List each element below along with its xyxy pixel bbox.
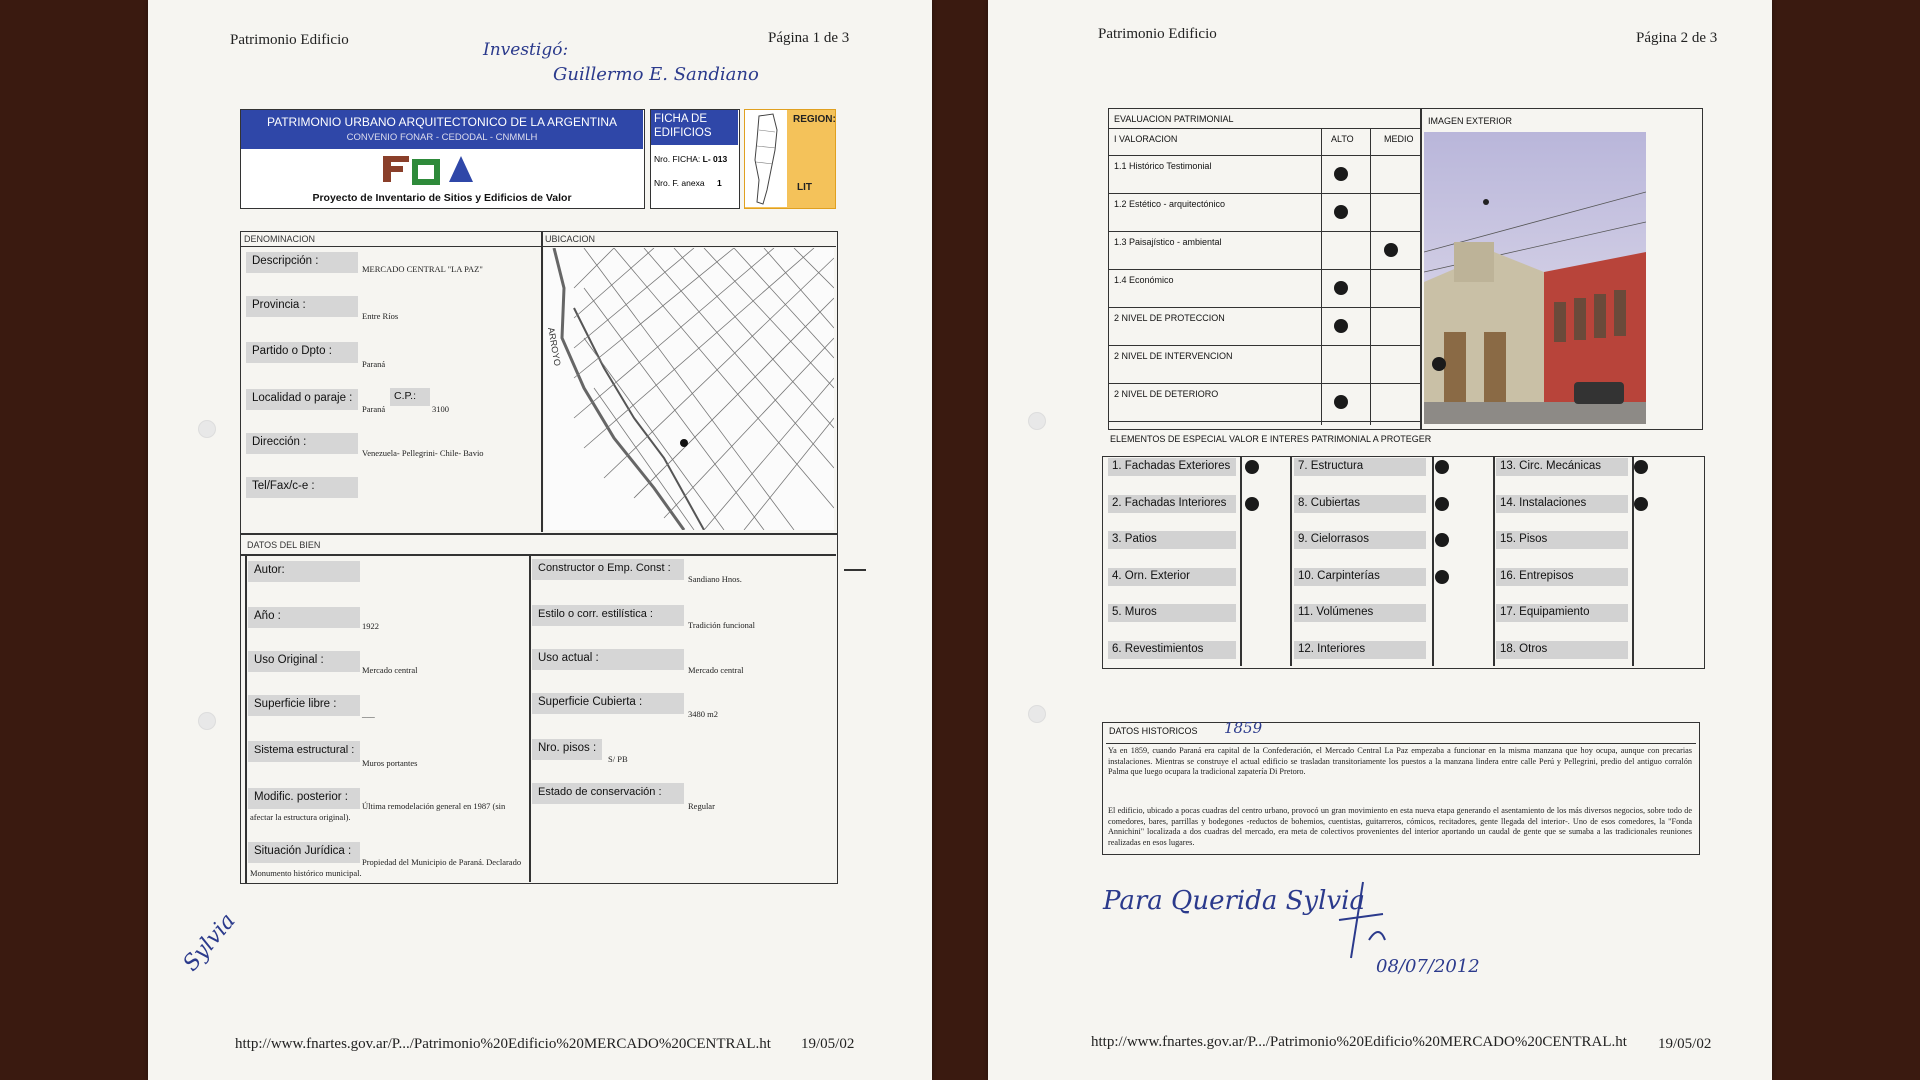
element-label: 14. Instalaciones (1496, 495, 1628, 513)
banner-header (241, 110, 643, 149)
region-label: REGION: (793, 114, 836, 125)
ubicacion-caption: UBICACION (545, 234, 596, 244)
field-label-nro-pisos: Nro. pisos : (532, 739, 602, 760)
field-label-provincia: Provincia : (246, 296, 358, 317)
annex-number: 1 (716, 178, 722, 188)
field-label-partido: Partido o Dpto : (246, 342, 358, 363)
field-label-cp: C.P.: (390, 388, 430, 406)
punch-hole (1028, 705, 1046, 723)
ficha-number: L- 013 (702, 154, 728, 164)
element-label: 11. Volúmenes (1294, 604, 1426, 622)
element-label: 9. Cielorrasos (1294, 531, 1426, 549)
element-label: 10. Carpinterías (1294, 568, 1426, 586)
field-label-direccion: Dirección : (246, 433, 358, 454)
banner-subtitle: CONVENIO FONAR - CEDODAL - CNMMLH (346, 132, 538, 143)
element-label: 8. Cubiertas (1294, 495, 1426, 513)
evaluation-row-label: 1.4 Económico (1114, 275, 1174, 285)
handwritten-signature: Sylvia (178, 908, 241, 977)
page-header-left: Patrimonio Edificio (1098, 26, 1217, 42)
project-banner (240, 109, 645, 209)
rating-dot (1384, 243, 1398, 257)
elements-section (1102, 456, 1705, 669)
footer-url: http://www.fnartes.gov.ar/P.../Patrimonio%20Edificio%20MERCADO%20CENTRAL.ht (235, 1036, 771, 1052)
region-value: LIT (797, 182, 812, 193)
element-label: 2. Fachadas Interiores (1108, 495, 1236, 513)
field-value-nro-pisos: S/ PB (608, 754, 628, 764)
banner-title: PATRIMONIO URBANO ARQUITECTONICO DE LA ARGENTINA (266, 115, 618, 129)
footer-date: 19/05/02 (801, 1036, 855, 1052)
evaluation-row-label: 2 NIVEL DE PROTECCION (1114, 313, 1225, 323)
ficha-title: FICHA DE EDIFICIOS (651, 110, 738, 145)
field-label-superficie-libre: Superficie libre : (248, 695, 360, 716)
field-value-provincia: Entre Ríos (362, 311, 399, 321)
argentina-map (745, 110, 787, 207)
field-label-uso-actual: Uso actual : (532, 649, 684, 670)
evaluation-row-label: 1.2 Estético - arquitectónico (1114, 199, 1226, 209)
element-label: 1. Fachadas Exteriores (1108, 458, 1236, 476)
elementos-caption: ELEMENTOS DE ESPECIAL VALOR E INTERES PATRIMONIAL A PROTEGER (1110, 434, 1432, 444)
rating-dot (1432, 357, 1446, 371)
page-number: Página 1 de 3 (768, 30, 850, 46)
element-label: 6. Revestimientos (1108, 641, 1236, 659)
field-label-situacion-juridica: Situación Jurídica : (248, 842, 360, 863)
field-label-descripcion: Descripción : (246, 252, 358, 273)
datos-bien-caption: DATOS DEL BIEN (247, 540, 321, 550)
field-label-autor: Autor: (248, 561, 360, 582)
element-check-dot (1634, 497, 1648, 511)
element-label: 17. Equipamiento (1496, 604, 1628, 622)
punch-hole (198, 420, 216, 438)
document-page-2 (988, 0, 1772, 1080)
punch-hole (1028, 412, 1046, 430)
rating-dot (1334, 167, 1348, 181)
evaluation-row-label: 2 NIVEL DE INTERVENCION (1114, 351, 1233, 361)
valoracion-caption: I VALORACION (1114, 134, 1178, 144)
element-label: 16. Entrepisos (1496, 568, 1628, 586)
field-value-cp: 3100 (432, 404, 449, 414)
field-value-superficie-libre: ___ (362, 709, 375, 719)
field-label-sistema-estructural: Sistema estructural : (248, 741, 360, 762)
element-label: 15. Pisos (1496, 531, 1628, 549)
element-check-dot (1435, 533, 1449, 547)
field-label-modific-posterior: Modific. posterior : (248, 788, 360, 809)
evaluation-row-label: 1.3 Paisajístico - ambiental (1114, 237, 1222, 247)
field-value-ano: 1922 (362, 621, 379, 631)
annex-label: Nro. F. anexa (654, 178, 705, 188)
col-alto: ALTO (1331, 134, 1354, 144)
col-medio: MEDIO (1384, 134, 1414, 144)
element-check-dot (1435, 460, 1449, 474)
footer-url: http://www.fnartes.gov.ar/P.../Patrimonio%20Edificio%20MERCADO%20CENTRAL.ht (1091, 1034, 1627, 1050)
rating-dot (1334, 205, 1348, 219)
field-value-localidad: Paraná (362, 404, 386, 414)
element-label: 3. Patios (1108, 531, 1236, 549)
field-value-estado-conservacion: Regular (688, 801, 715, 811)
historical-paragraph-1: Ya en 1859, cuando Paraná era capital de la Confederación, el Mercado Central La Paz empezaba a funcionar en la misma manzana que hoy ocupa, aunque con precarias instalaciones. Mientras se construye el actual edificio se trasladan transitoriamente los puestos a la manzana lindera entre calle Perú y Pellegrini, predio del antiguo corralón Palma que luego ocupara la tradicional zapatería Di Pretoro. (1108, 746, 1692, 776)
evaluation-row-label: 1.1 Histórico Testimonial (1114, 161, 1212, 171)
element-check-dot (1435, 570, 1449, 584)
handwritten-initials (1333, 880, 1393, 960)
evaluation-row-label: 2 NIVEL DE DETERIORO (1114, 389, 1219, 399)
evaluacion-caption: EVALUACION PATRIMONIAL (1114, 114, 1234, 124)
imagen-exterior-caption: IMAGEN EXTERIOR (1428, 116, 1513, 126)
datos-historicos-caption: DATOS HISTORICOS (1109, 726, 1198, 736)
svg-text:ARROYO: ARROYO (546, 326, 563, 367)
field-value-partido: Paraná (362, 359, 386, 369)
field-label-uso-original: Uso Original : (248, 651, 360, 672)
rating-dot (1334, 395, 1348, 409)
footer-date: 19/05/02 (1658, 1036, 1712, 1052)
field-value-uso-actual: Mercado central (688, 665, 744, 675)
element-label: 13. Circ. Mecánicas (1496, 458, 1628, 476)
field-value-estilo: Tradición funcional (688, 620, 755, 630)
location-map (544, 248, 834, 530)
field-label-superficie-cubierta: Superficie Cubierta : (532, 693, 684, 714)
element-label: 12. Interiores (1294, 641, 1426, 659)
historical-paragraph-2: El edificio, ubicado a pocas cuadras del centro urbano, provocó un gran movimiento en esta nueva etapa generando el asentamiento de los más diversos negocios, sobre todo de comedores, bares, parrillas y bodegones -reductos de bohemios, cuentistas, guitarreros, cómicos, recitadores, gente llegada del interior-. Uno de esos comedores, la "Fonda Annichini" localizada a dos cuadras del mercado, era meta de colectivos provenientes del interior aportando un caudal de gente que se sumaba a las tradicionales reuniones realizadas en esos lugares. (1108, 806, 1692, 847)
foa-logo (381, 152, 481, 188)
element-label: 7. Estructura (1294, 458, 1426, 476)
handwritten-note-2: Guillermo E. Sandiano (553, 64, 759, 85)
field-value-situacion-juridica: Propiedad del Municipio de Paraná. Declarado Monumento histórico municipal. (250, 857, 522, 878)
project-name: Proyecto de Inventario de Sitios y Edificios de Valor (312, 192, 572, 204)
field-value-constructor: Sandiano Hnos. (688, 574, 742, 584)
element-check-dot (1634, 460, 1648, 474)
field-label-localidad: Localidad o paraje : (246, 389, 358, 410)
rating-dot (1334, 281, 1348, 295)
field-label-constructor: Constructor o Emp. Const : (532, 559, 684, 580)
handwritten-year: 1859 (1224, 719, 1263, 737)
page-header-left: Patrimonio Edificio (230, 32, 349, 48)
handwritten-note-1: Investigó: (483, 40, 569, 60)
field-value-modific-posterior: Última remodelación general en 1987 (sin afectar la estructura original). (250, 801, 506, 822)
field-value-superficie-cubierta: 3480 m2 (688, 709, 718, 719)
ficha-number-label: Nro. FICHA: (654, 154, 701, 164)
building-exterior-photo (1424, 132, 1646, 424)
element-check-dot (1245, 460, 1259, 474)
field-label-ano: Año : (248, 607, 360, 628)
region-box (744, 109, 836, 209)
element-check-dot (1435, 497, 1449, 511)
field-value-direccion: Venezuela- Pellegrini- Chile- Bavio (362, 448, 484, 458)
ficha-box (650, 109, 740, 209)
field-label-estado-conservacion: Estado de conservación : (532, 783, 684, 804)
element-label: 18. Otros (1496, 641, 1628, 659)
punch-hole (198, 712, 216, 730)
handwritten-date: 08/07/2012 (1376, 956, 1480, 977)
denominacion-caption: DENOMINACION (244, 234, 316, 244)
element-label: 4. Orn. Exterior (1108, 568, 1236, 586)
page-number: Página 2 de 3 (1636, 30, 1718, 46)
document-page-1 (148, 0, 932, 1080)
handwritten-dedication: Para Querida Sylvia (1103, 886, 1365, 916)
field-label-telfax: Tel/Fax/c-e : (246, 477, 358, 498)
element-label: 5. Muros (1108, 604, 1236, 622)
field-label-estilo: Estilo o corr. estilística : (532, 605, 684, 626)
field-value-sistema-estructural: Muros portantes (362, 758, 418, 768)
field-value-uso-original: Mercado central (362, 665, 418, 675)
rating-dot (1334, 319, 1348, 333)
field-value-descripcion: MERCADO CENTRAL "LA PAZ" (362, 264, 483, 274)
element-check-dot (1245, 497, 1259, 511)
